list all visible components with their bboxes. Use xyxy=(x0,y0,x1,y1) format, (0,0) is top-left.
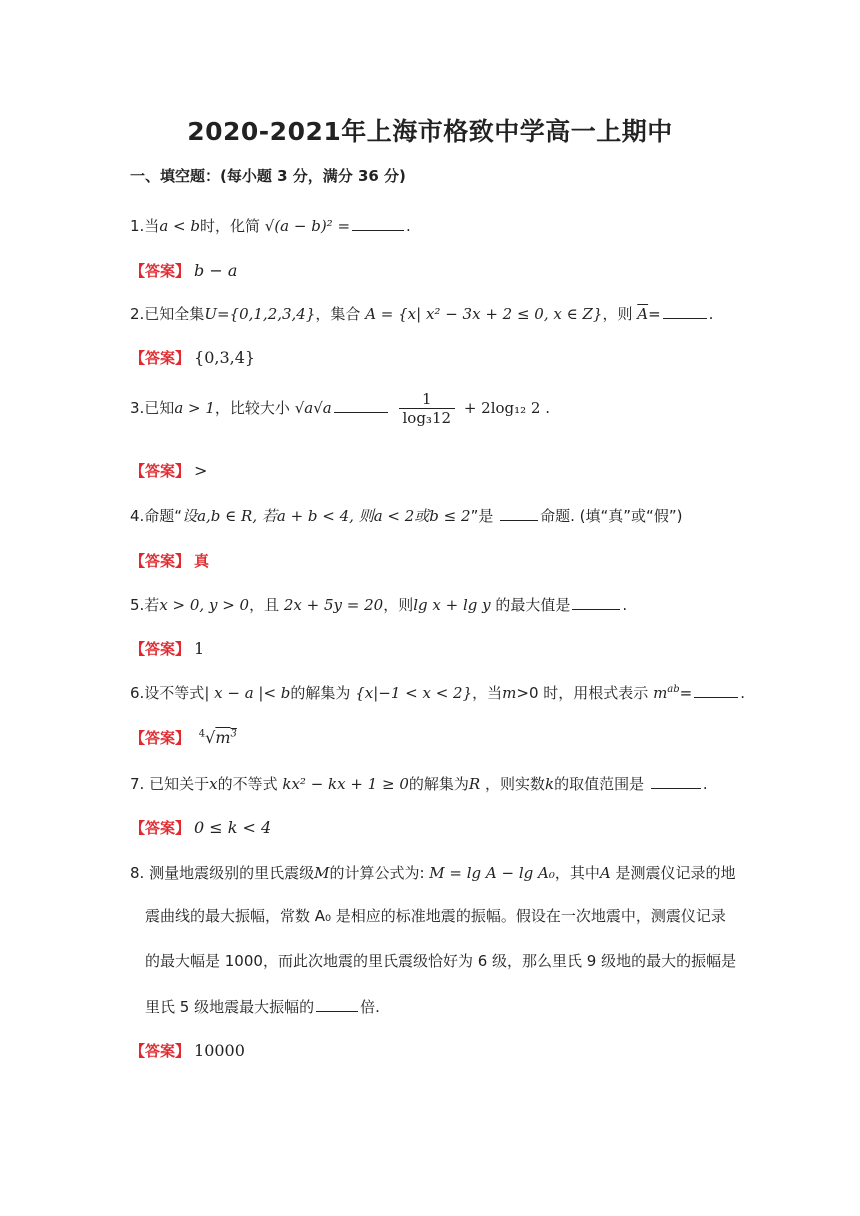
question-3: 3.已知a > 1，比较大小 √a√a $\frac{1}{\text{log₃12}}$ + 2log₁₂ 2 . xyxy=(130,390,550,427)
fraction: $\frac{1}{\text{log₃12}}$ xyxy=(399,390,456,427)
question-8: 8. 测量地震级别的里氏震级M的计算公式为: M = lg A − lg A₀，其中A 是测震仪记录的地 xyxy=(130,864,736,882)
answer-1: 【答案】 b − a xyxy=(130,261,238,280)
question-7: 7. 已知关于x的不等式 kx² − kx + 1 ≥ 0的解集为R ，则实数k的取值范围是 . xyxy=(130,775,708,793)
answer-7: 【答案】 0 ≤ k < 4 xyxy=(130,818,272,837)
question-5: 5.若x > 0, y > 0，且 2x + 5y = 20，则lg x + lg y 的最大值是 . xyxy=(130,596,628,614)
page-title: 2020-2021年上海市格致中学高一上期中 xyxy=(187,117,673,146)
answer-8: 【答案】 10000 xyxy=(130,1041,245,1060)
question-4: 4.命题“设a,b ∈ R, 若a + b < 4, 则a < 2或b ≤ 2”是 命题. (填“真”或“假”) xyxy=(130,507,683,525)
question-1: 1.当a < b时，化简 √(a − b)² = . xyxy=(130,217,411,235)
question-6: 6.设不等式| x − a |< b的解集为 {x|−1 < x < 2}，当m>0 时，用根式表示 $m^{ab}=$ . xyxy=(130,684,746,702)
question-8-line-3: 的最大幅是 1000，而此次地震的里氏震级恰好为 6 级，那么里氏 9 级地的最大的振幅是 xyxy=(145,952,737,970)
answer-4: 【答案】 真 xyxy=(130,552,210,570)
question-8-line-2: 震曲线的最大振幅，常数 A₀ 是相应的标准地震的振幅。假设在一次地震中，测震仪记录 xyxy=(145,907,726,925)
question-8-line-4: 里氏 5 级地震最大振幅的 倍. xyxy=(145,998,380,1016)
section-heading: 一、填空题：(每小题 3 分，满分 36 分) xyxy=(130,167,406,185)
answer-5: 【答案】 1 xyxy=(130,639,205,658)
answer-2: 【答案】 {0,3,4} xyxy=(130,348,256,367)
answer-3: 【答案】 > xyxy=(130,461,208,480)
answer-6: 【答案】 $^4√m^3$ xyxy=(130,728,237,747)
question-2: 2.已知全集U={0,1,2,3,4}，集合 A = {x| x² − 3x + 2 ≤ 0, x ∈ Z}，则 $\overline{A}=$ . xyxy=(130,305,714,323)
